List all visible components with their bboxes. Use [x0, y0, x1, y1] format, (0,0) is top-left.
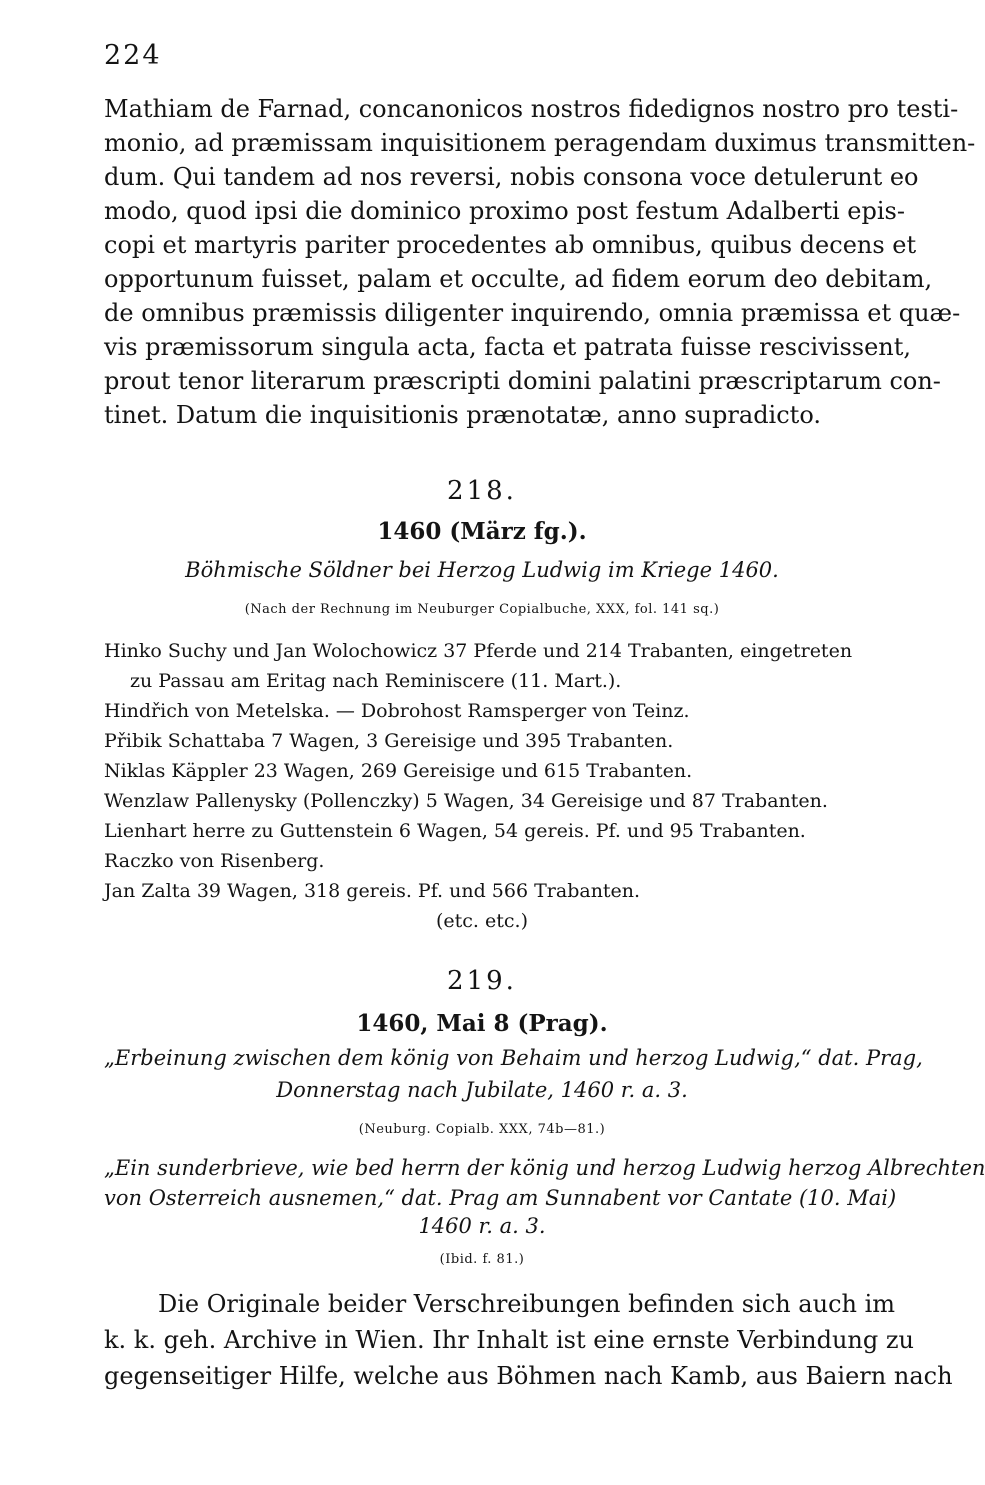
intro-line: modo, quod ipsi die dominico proximo post festum Adalberti epis-	[104, 197, 905, 225]
intro-line: monio, ad præmissam inquisitionem peragendam duximus transmitten-	[104, 129, 976, 157]
source-note: (Ibid. f. 81.)	[439, 1252, 525, 1267]
etc-note: (etc. etc.)	[436, 910, 528, 932]
list-item: Přibik Schattaba 7 Wagen, 3 Gereisige und 395 Trabanten.	[104, 730, 674, 752]
doc-date: 1460, Mai 8 (Prag).	[356, 1010, 608, 1037]
intro-line: copi et martyris pariter procedentes ab omnibus, quibus decens et	[104, 231, 917, 259]
intro-line: de omnibus præmissis diligenter inquirendo, omnia præmissa et quæ-	[104, 299, 961, 327]
closing-line: Die Originale beider Verschreibungen befinden sich auch im	[158, 1290, 896, 1318]
source-note: (Nach der Rechnung im Neuburger Copialbuche, XXX, fol. 141 sq.)	[244, 602, 720, 617]
doc-summary: von Osterreich ausnemen,“ dat. Prag am Sunnabent vor Cantate (10. Mai)	[104, 1186, 897, 1210]
doc-summary: „Erbeinung zwischen dem könig von Behaim und herzog Ludwig,“ dat. Prag,	[104, 1046, 923, 1070]
list-item: Hindřich von Metelska. — Dobrohost Ramsperger von Teinz.	[104, 700, 690, 722]
intro-line: dum. Qui tandem ad nos reversi, nobis consona voce detulerunt eo	[104, 163, 919, 191]
list-item: Hinko Suchy und Jan Wolochowicz 37 Pferde und 214 Trabanten, eingetreten	[104, 640, 853, 662]
closing-line: k. k. geh. Archive in Wien. Ihr Inhalt ist eine ernste Verbindung zu	[104, 1326, 914, 1354]
doc-summary: „Ein sunderbrieve, wie bed herrn der könig und herzog Ludwig herzog Albrechten	[104, 1156, 985, 1180]
list-item: Raczko von Risenberg.	[104, 850, 325, 872]
intro-line: prout tenor literarum præscripti domini palatini præscriptarum con-	[104, 367, 941, 395]
list-item: Lienhart herre zu Guttenstein 6 Wagen, 54 gereis. Pf. und 95 Trabanten.	[104, 820, 806, 842]
doc-number: 219.	[447, 966, 517, 996]
doc-date: 1460 (März fg.).	[377, 518, 587, 545]
intro-line: tinet. Datum die inquisitionis prænotatæ, anno supradicto.	[104, 401, 821, 429]
doc-summary: 1460 r. a. 3.	[418, 1214, 546, 1238]
intro-line: vis præmissorum singula acta, facta et patrata fuisse rescivissent,	[104, 333, 912, 361]
doc-number: 218.	[447, 476, 517, 506]
closing-line: gegenseitiger Hilfe, welche aus Böhmen nach Kamb, aus Baiern nach	[104, 1362, 953, 1390]
list-item: Wenzlaw Pallenysky (Pollenczky) 5 Wagen, 34 Gereisige und 87 Trabanten.	[104, 790, 828, 812]
page-number: 224	[104, 40, 162, 71]
doc-summary: Donnerstag nach Jubilate, 1460 r. a. 3.	[276, 1078, 688, 1102]
list-item: zu Passau am Eritag nach Reminiscere (11. Mart.).	[130, 670, 622, 692]
source-note: (Neuburg. Copialb. XXX, 74b—81.)	[358, 1122, 606, 1137]
intro-line: opportunum fuisset, palam et occulte, ad fidem eorum deo debitam,	[104, 265, 933, 293]
list-item: Jan Zalta 39 Wagen, 318 gereis. Pf. und 566 Trabanten.	[104, 880, 641, 902]
list-item: Niklas Käppler 23 Wagen, 269 Gereisige und 615 Trabanten.	[104, 760, 693, 782]
intro-line: Mathiam de Farnad, concanonicos nostros fidedignos nostro pro testi-	[104, 95, 959, 123]
doc-summary: Böhmische Söldner bei Herzog Ludwig im Kriege 1460.	[185, 558, 779, 582]
